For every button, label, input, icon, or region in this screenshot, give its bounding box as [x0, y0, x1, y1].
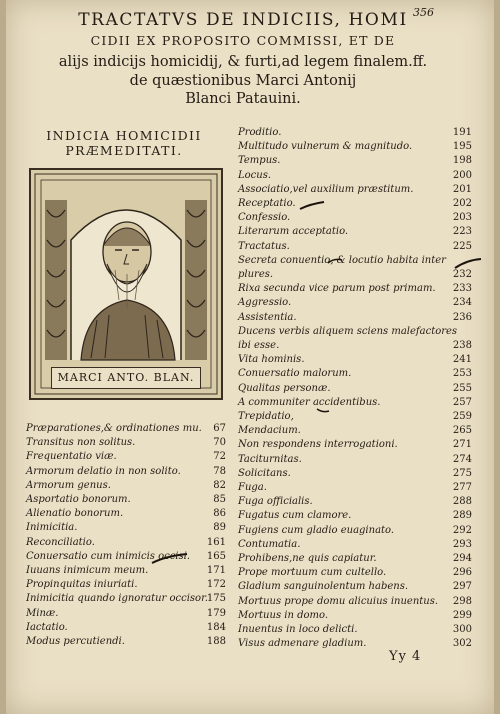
index-entry-text: Secreta conuentio, & locutio habita inter — [238, 254, 446, 266]
index-entry-number: 274 — [452, 453, 472, 465]
index-entry-number: 70 — [213, 437, 226, 449]
index-entry — [238, 282, 472, 296]
index-entry-text: Associatio,vel auxilium præstitum. — [238, 183, 414, 195]
index-entry-text: Proditio. — [238, 127, 282, 138]
index-entry-number: 294 — [452, 553, 472, 564]
index-entry-text: Inuentus in loco delicti. — [238, 624, 358, 635]
index-entry-number: 238 — [452, 340, 472, 351]
index-entry — [238, 382, 472, 396]
index-entry-text: Inimicitia quando ignoratur occisor. — [26, 593, 208, 605]
index-entry-text: Rixa secunda vice parum post primam. — [238, 283, 436, 295]
index-entry-text: Iuuans inimicum meum. — [26, 565, 149, 576]
index-entry — [238, 396, 472, 410]
index-entry-number: 297 — [452, 581, 472, 593]
index-entry-number: 171 — [206, 565, 226, 576]
index-entry — [26, 450, 226, 464]
index-entry-text: Locus. — [238, 169, 272, 181]
index-entry-number: 277 — [452, 482, 472, 493]
ink-mark-icon — [150, 552, 190, 566]
index-entry — [238, 509, 472, 523]
index-entry-number: 195 — [452, 141, 472, 153]
index-entry-number: 232 — [452, 269, 472, 280]
index-entry-number: 233 — [452, 283, 472, 295]
index-entry — [238, 410, 472, 424]
index-entry — [238, 339, 472, 353]
index-entry — [238, 240, 472, 254]
index-entry — [238, 311, 472, 325]
index-entry-text: Taciturnitas. — [238, 453, 302, 465]
index-entry — [238, 467, 472, 481]
index-entry-text: Ducens verbis aliquem sciens malefactores — [238, 325, 458, 337]
chapter-heading-line-1: INDICIA HOMICIDII — [46, 128, 202, 143]
index-entry-text: Receptatio. — [238, 198, 296, 209]
index-entry-text: Iactatio. — [26, 621, 68, 633]
index-entry — [26, 422, 226, 436]
index-entry-number: 223 — [452, 226, 472, 238]
title-line-2: CIDII EX PROPOSITO COMMISSI, ET DE — [90, 33, 396, 48]
index-entry-number: 179 — [206, 607, 226, 619]
index-entry — [238, 637, 472, 651]
index-entry — [238, 552, 472, 566]
author-portrait-woodcut — [29, 168, 223, 400]
index-entry — [238, 211, 472, 225]
portrait-engraving-icon — [31, 170, 221, 398]
index-entry-text: Mendacium. — [238, 425, 301, 437]
index-entry-text: Aggressio. — [238, 297, 292, 309]
index-entry — [26, 592, 226, 606]
index-entry-text: Multitudo vulnerum & magnitudo. — [238, 141, 413, 153]
index-entry-text: Non respondens interrogationi. — [238, 439, 398, 451]
index-entry-number: 275 — [452, 467, 472, 479]
index-entry — [238, 183, 472, 197]
index-entry — [238, 524, 472, 538]
index-entry-text: Mortuus in domo. — [238, 609, 328, 621]
index-entry — [26, 607, 226, 621]
index-entry-text: Gladium sanguinolentum habens. — [238, 581, 409, 593]
index-entry-text: Conuersatio malorum. — [238, 368, 352, 380]
index-entry-number: 203 — [452, 212, 472, 224]
signature-mark: Yy 4 — [389, 649, 422, 664]
ink-mark-icon — [298, 200, 326, 212]
index-entry-number: 255 — [452, 382, 472, 394]
index-entry-number: 288 — [452, 496, 472, 508]
index-entry-number: 202 — [452, 198, 472, 209]
index-entry — [238, 140, 472, 154]
index-entry-text: Prope mortuum cum cultello. — [238, 567, 387, 579]
chapter-heading-line-2: PRÆMEDITATI. — [65, 143, 183, 158]
index-entry-text: Mortuus prope domu alicuius inuentus. — [238, 595, 439, 607]
index-entry-text: Fuga officialis. — [238, 496, 313, 508]
ink-mark-icon — [326, 256, 344, 266]
index-entry-number: 296 — [452, 567, 472, 579]
index-entry — [238, 169, 472, 183]
index-entry — [238, 580, 472, 594]
index-entry — [26, 436, 226, 450]
index-entry-number: 289 — [452, 510, 472, 522]
index-entry — [26, 578, 226, 592]
index-entry — [238, 353, 472, 367]
index-entry-text: Modus percutiendi. — [26, 636, 125, 647]
index-entry-text: Fugatus cum clamore. — [238, 510, 352, 522]
index-entry — [26, 465, 226, 479]
index-entry-text: Assistentia. — [238, 311, 297, 323]
index-entry-text: Confessio. — [238, 212, 291, 224]
index-entry-number: 234 — [452, 297, 472, 309]
index-entry — [26, 536, 226, 550]
index-entry-number: 85 — [213, 494, 226, 505]
index-entry-text: Prohibens,ne quis capiatur. — [238, 553, 377, 564]
title-line-3: alijs indicijs homicidij, & furti,ad legem finalem.ff. — [58, 54, 428, 70]
index-entry — [26, 564, 226, 578]
index-entry-number: 175 — [206, 593, 226, 605]
index-entry — [238, 481, 472, 495]
index-entry-number: 302 — [452, 638, 472, 650]
index-entry-number: 198 — [452, 155, 472, 167]
index-entry-number: 165 — [206, 550, 226, 562]
index-entry-number: 67 — [213, 423, 226, 434]
index-entry-text: ibi esse. — [238, 340, 280, 351]
index-entry-text: Armorum genus. — [26, 479, 111, 491]
index-entry — [26, 521, 226, 535]
index-entry — [238, 268, 472, 282]
index-entry-number: 191 — [452, 127, 472, 138]
index-entry — [238, 453, 472, 467]
page-number: 356 — [413, 6, 434, 19]
index-entry-number: 257 — [452, 396, 472, 408]
portrait-caption: MARCI ANTO. BLAN. — [51, 367, 201, 389]
index-entry — [238, 367, 472, 381]
index-entry-number: 188 — [206, 636, 226, 647]
index-entry — [238, 254, 472, 268]
index-entry — [26, 479, 226, 493]
index-entry — [238, 623, 472, 637]
index-entry-number: 225 — [452, 240, 472, 252]
index-entry — [238, 495, 472, 509]
book-page — [6, 0, 494, 714]
index-entry-number: 253 — [452, 368, 472, 380]
index-entry-number: 184 — [206, 621, 226, 633]
index-entry — [26, 635, 226, 649]
index-entry-text: Tractatus. — [238, 240, 290, 252]
index-entry-text: Qualitas personæ. — [238, 382, 331, 394]
index-entry-text: Transitus non solitus. — [26, 437, 136, 449]
index-entry-number: 292 — [452, 524, 472, 536]
index-entry — [238, 154, 472, 168]
title-line-1: TRACTATVS DE INDICIIS, HOMI — [78, 10, 408, 30]
index-entry-text: Armorum delatio in non solito. — [26, 465, 181, 477]
index-entry-number: 200 — [452, 169, 472, 181]
index-entry-text: plures. — [238, 269, 274, 280]
ink-mark-icon — [453, 256, 483, 270]
index-entry-text: A communiter accidentibus. — [238, 396, 381, 408]
index-entry — [26, 621, 226, 635]
index-entry — [238, 225, 472, 239]
title-line-4: de quæstionibus Marci Antonij — [129, 73, 357, 89]
ink-mark-icon — [315, 407, 331, 415]
index-entry — [238, 296, 472, 310]
index-entry-text: Solicitans. — [238, 467, 291, 479]
index-entry-number: 293 — [452, 538, 472, 550]
index-entry — [238, 609, 472, 623]
index-entry-number: 271 — [452, 439, 472, 451]
index-entry-number: 172 — [206, 579, 226, 591]
index-entry-text: Tempus. — [238, 155, 281, 167]
index-entry-text: Alienatio bonorum. — [26, 508, 124, 520]
index-entry-number: 161 — [206, 536, 226, 548]
index-entry — [26, 493, 226, 507]
index-entry — [26, 550, 226, 564]
index-entry-number: 300 — [452, 624, 472, 635]
index-entry — [26, 507, 226, 521]
index-entry-text: Frequentatio viæ. — [26, 451, 117, 463]
index-entry — [238, 424, 472, 438]
index-entry-text: Minæ. — [26, 607, 59, 619]
index-entry — [238, 325, 472, 339]
index-entry-text: Asportatio bonorum. — [26, 494, 131, 505]
index-entry — [238, 566, 472, 580]
index-entry — [238, 126, 472, 140]
index-entry-number: 298 — [452, 595, 472, 607]
index-entry-number: 86 — [213, 508, 226, 520]
index-entry-text: Inimicitia. — [26, 522, 78, 534]
index-entry-text: Præparationes,& ordinationes mu. — [26, 423, 202, 434]
index-entry-text: Visus admenare gladium. — [238, 638, 367, 650]
index-entry-number: 82 — [213, 479, 226, 491]
index-entry-text: Literarum acceptatio. — [238, 226, 349, 238]
index-entry-number: 265 — [452, 425, 472, 437]
index-entry-number: 72 — [213, 451, 226, 463]
index-entry-text: Conuersatio cum inimicis occisi. — [26, 550, 191, 562]
index-entry-number: 78 — [213, 465, 226, 477]
index-entry-text: Propinquitas iniuriati. — [26, 579, 138, 591]
title-line-5: Blanci Patauini. — [185, 91, 301, 107]
index-entry — [238, 197, 472, 211]
index-entry-number: 259 — [452, 411, 472, 422]
index-entry-text: Fugiens cum gladio euaginato. — [238, 524, 395, 536]
index-entry-number: 299 — [452, 609, 472, 621]
index-entry-number: 241 — [452, 354, 472, 366]
index-entry-text: Reconciliatio. — [26, 536, 95, 548]
index-entry-number: 89 — [213, 522, 226, 534]
index-entry — [238, 538, 472, 552]
index-entry-number: 201 — [452, 183, 472, 195]
index-entry-text: Vita hominis. — [238, 354, 305, 366]
index-entry — [238, 595, 472, 609]
index-entry — [238, 438, 472, 452]
index-entry-text: Contumatia. — [238, 538, 301, 550]
index-entry-text: Fuga. — [238, 482, 267, 493]
index-entry-number: 236 — [452, 311, 472, 323]
index-entry-text: Trepidatio, — [238, 411, 294, 422]
